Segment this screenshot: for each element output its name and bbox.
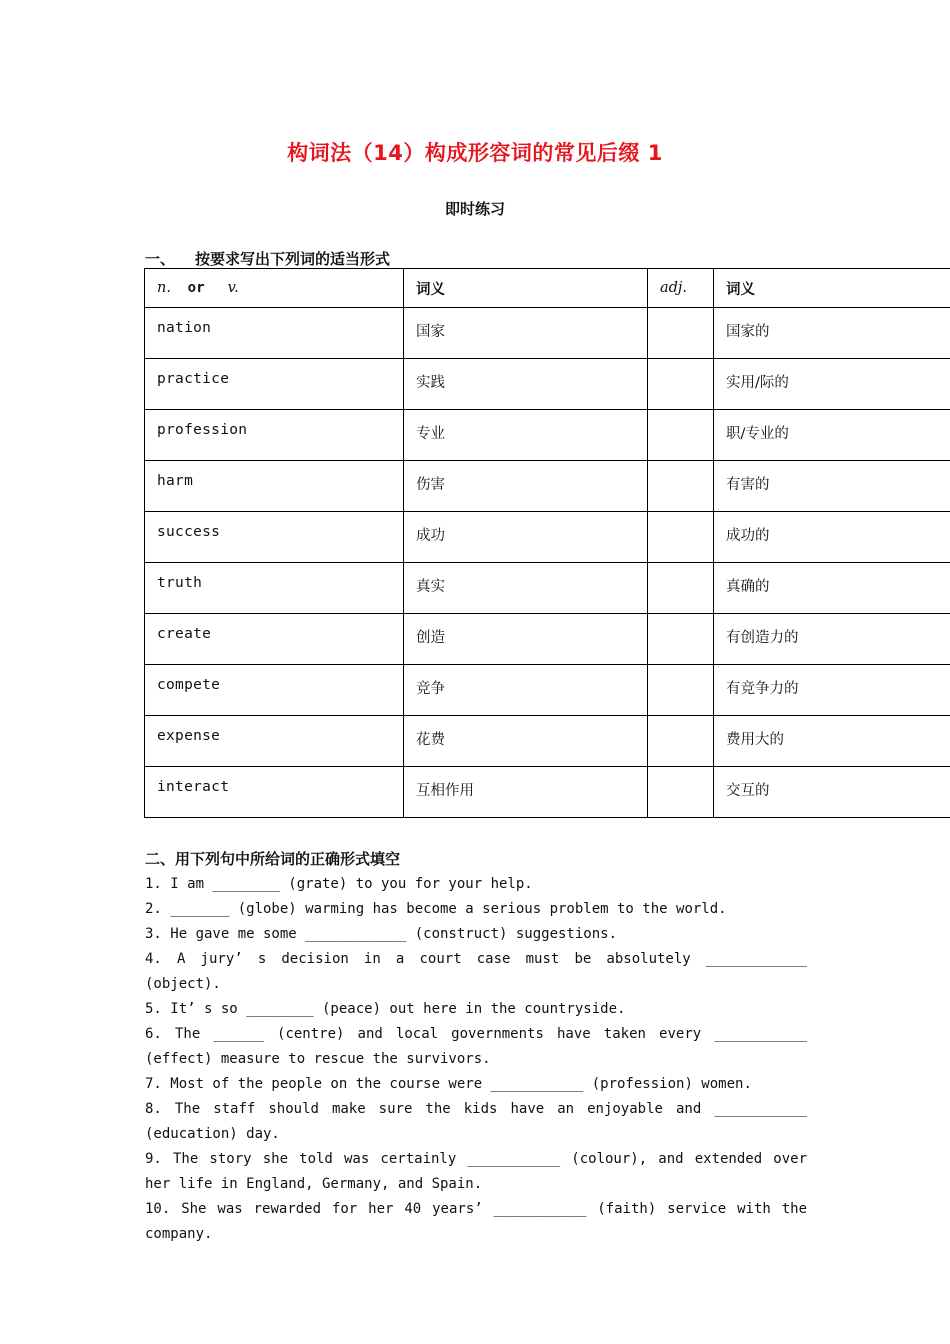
table-row xyxy=(145,614,950,665)
exercise-item: 4. A jury’ s decision in a court case must be absolutely ____________ (object). xyxy=(145,951,807,992)
adj-meaning-cell: 成功的 xyxy=(714,512,950,563)
meaning-cell: 竞争 xyxy=(404,665,648,716)
section-1-number: 一、 xyxy=(145,250,176,268)
exercise-item: 2. _______ (globe) warming has become a serious problem to the world. xyxy=(145,901,727,917)
header-adj-meaning: 词义 xyxy=(714,269,950,308)
adj-answer-cell[interactable] xyxy=(648,359,714,410)
exercise-item: 6. The ______ (centre) and local governments have taken every ___________ (effect) measure to rescue the survivors. xyxy=(145,1026,807,1067)
word-cell: profession xyxy=(145,410,404,461)
exercise-item: 9. The story she told was certainly ___________ (colour), and extended over her life in England, Germany, and Spain. xyxy=(145,1151,807,1192)
header-meaning: 词义 xyxy=(404,269,648,308)
table-row xyxy=(145,410,950,461)
page-subtitle: 即时练习 xyxy=(444,200,505,218)
header-n: n. xyxy=(157,280,171,296)
adj-answer-cell[interactable] xyxy=(648,410,714,461)
adj-meaning-cell: 费用大的 xyxy=(714,716,950,767)
adj-meaning-cell: 国家的 xyxy=(714,308,950,359)
adj-meaning-cell: 职/专业的 xyxy=(714,410,950,461)
meaning-cell: 成功 xyxy=(404,512,648,563)
table-row xyxy=(145,461,950,512)
section-1-label: 按要求写出下列词的适当形式 xyxy=(195,250,391,268)
exercise-item: 10. She was rewarded for her 40 years’ ___________ (faith) service with the company. xyxy=(145,1201,807,1242)
meaning-cell: 实践 xyxy=(404,359,648,410)
header-word xyxy=(145,269,404,308)
adj-answer-cell[interactable] xyxy=(648,461,714,512)
meaning-cell: 花费 xyxy=(404,716,648,767)
table-row xyxy=(145,716,950,767)
adj-meaning-cell: 交互的 xyxy=(714,767,950,818)
word-cell: nation xyxy=(145,308,404,359)
meaning-cell: 创造 xyxy=(404,614,648,665)
header-or: or xyxy=(187,280,206,296)
table-row xyxy=(145,308,950,359)
meaning-cell: 伤害 xyxy=(404,461,648,512)
adj-answer-cell[interactable] xyxy=(648,614,714,665)
word-cell: expense xyxy=(145,716,404,767)
word-cell: interact xyxy=(145,767,404,818)
table-row xyxy=(145,359,950,410)
word-cell: success xyxy=(145,512,404,563)
exercise-list xyxy=(145,872,807,1247)
meaning-cell: 国家 xyxy=(404,308,648,359)
page-title: 构词法（14）构成形容词的常见后缀 1 xyxy=(287,141,663,165)
section-1-heading xyxy=(145,248,390,269)
exercise-item: 7. Most of the people on the course were ___________ (profession) women. xyxy=(145,1076,752,1092)
adj-answer-cell[interactable] xyxy=(648,665,714,716)
exercise-item: 1. I am ________ (grate) to you for your help. xyxy=(145,876,533,892)
adj-answer-cell[interactable] xyxy=(648,563,714,614)
exercise-item: 3. He gave me some ____________ (construct) suggestions. xyxy=(145,926,618,942)
table-row xyxy=(145,512,950,563)
adj-answer-cell[interactable] xyxy=(648,767,714,818)
table-header-row xyxy=(145,269,950,308)
word-cell: create xyxy=(145,614,404,665)
adj-meaning-cell: 有竞争力的 xyxy=(714,665,950,716)
meaning-cell: 互相作用 xyxy=(404,767,648,818)
word-cell: compete xyxy=(145,665,404,716)
word-cell: truth xyxy=(145,563,404,614)
adj-meaning-cell: 有创造力的 xyxy=(714,614,950,665)
meaning-cell: 专业 xyxy=(404,410,648,461)
vocabulary-table xyxy=(144,268,950,818)
table-row xyxy=(145,563,950,614)
header-v: v. xyxy=(227,280,239,296)
adj-answer-cell[interactable] xyxy=(648,716,714,767)
adj-meaning-cell: 实用/际的 xyxy=(714,359,950,410)
adj-meaning-cell: 有害的 xyxy=(714,461,950,512)
header-adj: adj. xyxy=(648,269,714,308)
word-cell: harm xyxy=(145,461,404,512)
word-cell: practice xyxy=(145,359,404,410)
adj-answer-cell[interactable] xyxy=(648,308,714,359)
exercise-item: 5. It’ s so ________ (peace) out here in the countryside. xyxy=(145,1001,626,1017)
section-2-heading: 二、用下列句中所给词的正确形式填空 xyxy=(145,850,401,868)
meaning-cell: 真实 xyxy=(404,563,648,614)
adj-meaning-cell: 真确的 xyxy=(714,563,950,614)
exercise-item: 8. The staff should make sure the kids have an enjoyable and ___________ (education) day. xyxy=(145,1101,807,1142)
table-row xyxy=(145,665,950,716)
adj-answer-cell[interactable] xyxy=(648,512,714,563)
table-row xyxy=(145,767,950,818)
